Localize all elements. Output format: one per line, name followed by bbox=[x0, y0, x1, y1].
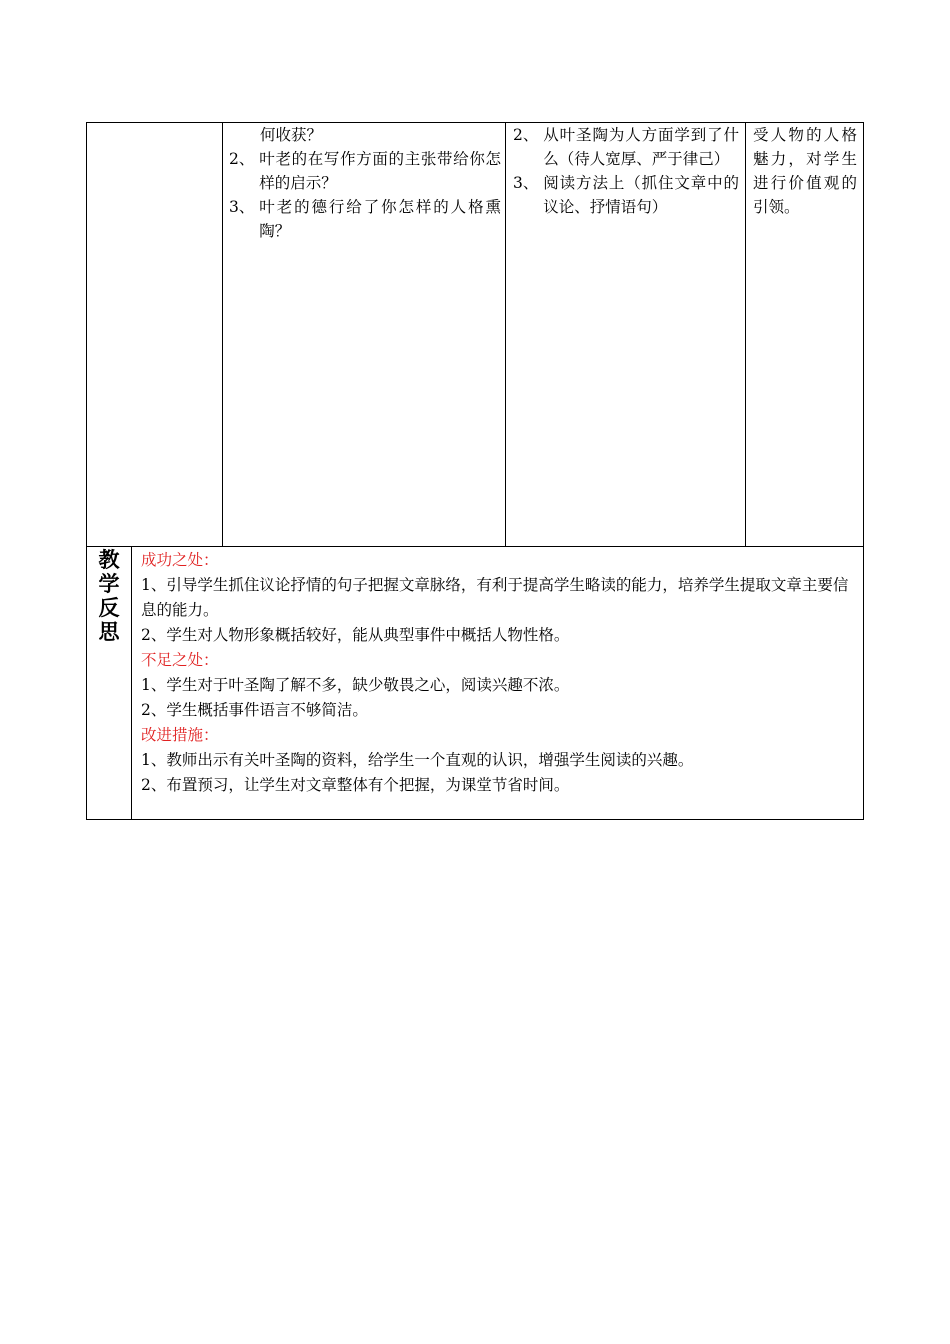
questions-cell bbox=[229, 123, 501, 243]
reflection-title: 教 学 反 思 bbox=[98, 548, 120, 644]
reflection-content bbox=[141, 548, 861, 798]
shortfall-point: 2、学生概括事件语言不够简洁。 bbox=[141, 701, 368, 719]
success-heading: 成功之处： bbox=[141, 551, 219, 569]
question-item: 3、 叶老的德行给了你怎样的人格熏陶？ bbox=[229, 198, 501, 240]
improve-heading: 改进措施： bbox=[141, 726, 219, 744]
shortfall-heading: 不足之处： bbox=[141, 651, 219, 669]
column-divider bbox=[745, 123, 746, 546]
improve-point: 1、教师出示有关叶圣陶的资料，给学生一个直观的认识，增强学生阅读的兴趣。 bbox=[141, 751, 694, 769]
empty-cell bbox=[87, 123, 222, 546]
shortfall-point: 1、学生对于叶圣陶了解不多，缺少敬畏之心，阅读兴趣不浓。 bbox=[141, 676, 570, 694]
success-point: 2、学生对人物形象概括较好，能从典型事件中概括人物性格。 bbox=[141, 626, 570, 644]
answer-item: 2、 从叶圣陶为人方面学到了什么（待人宽厚、严于律己） bbox=[513, 126, 739, 168]
improve-point: 2、布置预习，让学生对文章整体有个把握，为课堂节省时间。 bbox=[141, 776, 570, 794]
lesson-table bbox=[86, 122, 864, 820]
question-item: 2、 叶老的在写作方面的主张带给你怎样的启示？ bbox=[229, 150, 501, 192]
success-point: 1、引导学生抓住议论抒情的句子把握文章脉络，有利于提高学生略读的能力，培养学生提取文章主要信息的能力。 bbox=[141, 576, 849, 619]
answers-cell bbox=[513, 123, 739, 219]
column-divider bbox=[505, 123, 506, 546]
reflection-row bbox=[87, 546, 863, 820]
intent-cell: 受人物的人格魅力，对学生进行价值观的引领。 bbox=[753, 126, 857, 216]
column-divider bbox=[222, 123, 223, 546]
answer-item: 3、 阅读方法上（抓住文章中的议论、抒情语句） bbox=[513, 174, 739, 216]
question-item: 何收获？ bbox=[260, 126, 323, 144]
